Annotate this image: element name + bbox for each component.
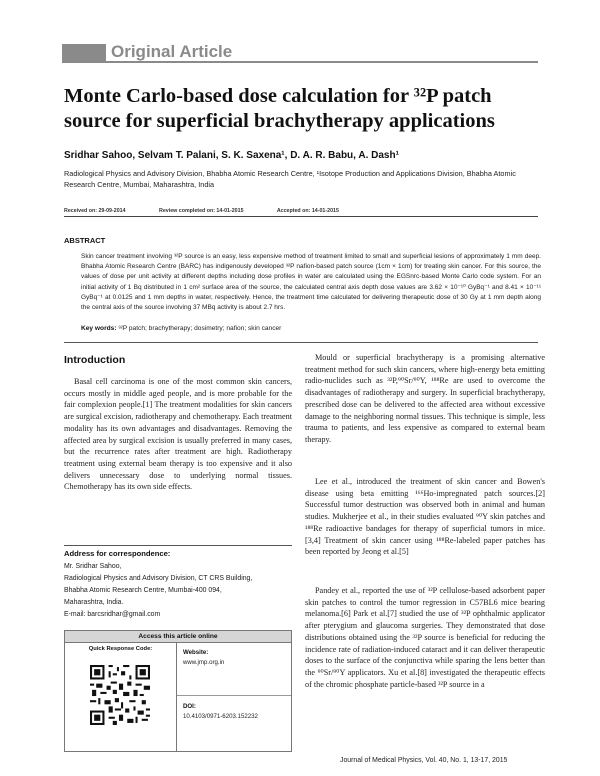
correspondence-line: Mr. Sridhar Sahoo, (64, 563, 122, 570)
journal-citation: Journal of Medical Physics, Vol. 40, No. 1, 13-17, 2015 (340, 757, 508, 764)
qr-code-icon[interactable] (90, 665, 150, 725)
intro-paragraph-2: Mould or superficial brachytherapy is a promising alternative treatment method for such skin cancers, where high-energy beta emitting radio-nuclides such as ³²P,⁹⁰Sr/⁹⁰Y, ¹⁸⁸Re are used to overcome the disadvantages of radiotherapy and surgery. In superficial brachytherapy, prescribed dose can be delivered to the affected area without excessive damage to the neighboring normal tissues. This technique is simple, less trauma to patients, and less expensive as compared to external beam therapy. (305, 353, 545, 444)
correspondence-line: Radiological Physics and Advisory Division, CT CRS Building, (64, 574, 253, 582)
keywords-label: Key words: (81, 325, 117, 332)
website-link[interactable]: www.jmp.org.in (183, 659, 225, 666)
correspondence-address (64, 561, 292, 621)
qr-label: Quick Response Code: (88, 646, 153, 652)
review-date: Review completed on: 14-01-2015 (159, 208, 244, 214)
accepted-date: Accepted on: 14-01-2015 (276, 208, 339, 214)
introduction-heading: Introduction (64, 354, 126, 366)
article-dates (64, 208, 540, 214)
keywords-list: ³²P patch; brachytherapy; dosimetry; nafion; skin cancer (118, 325, 282, 332)
section-label: Original Article (111, 42, 233, 61)
received-date: Received on: 29-09-2014 (64, 208, 126, 214)
keywords (81, 325, 541, 332)
affiliation: Radiological Physics and Advisory Division, Bhabha Atomic Research Centre, ¹Isotope Production and Applications Division, Bhabha Atomic Research Centre, Mumbai, Maharashtra, India (64, 169, 516, 189)
article-title: Monte Carlo-based dose calculation for ³²P patch source for superficial brachytherapy applications (64, 85, 495, 132)
access-info (177, 643, 291, 751)
author-list: Sridhar Sahoo, Selvam T. Palani, S. K. Saxena¹, D. A. R. Babu, A. Dash¹ (64, 150, 399, 161)
intro-paragraph-1: Basal cell carcinoma is one of the most common skin cancers, occurs mostly in middle aged people, and is more probable for the fair complexion people.[1] The treatment modalities for skin cancers are surgical excision, radiotherapy and chemotherapy. Each treatment modality has its own advantages and disadvantages. Removing the affected area by surgical excision is usually preferred in many cases, but the recurrence rates after treatment are high. Radiotherapy treatment using external beam therapy is too expensive and it also delivers unnecessary dose to underlying normal tissues. Chemotherapy has its own side effects. (64, 377, 292, 492)
correspondence-line: Maharashtra, India. (64, 598, 124, 606)
correspondence-line: Bhabha Atomic Research Centre, Mumbai-400 094, (64, 586, 222, 594)
qr-cell (65, 643, 177, 751)
intro-paragraph-4: Pandey et al., reported the use of ³²P cellulose-based adsorbent paper skin patches to control the tumor regression in C57BL6 mice bearing melanoma.[6] Park et al.[7] studied the use of ³²P ophthalmic applicator after pterygium and glaucoma surgeries. They demonstrated that dose distributions obtained using the ³²P source is beneficial for reducing the incidence rate of radiation-induced cataract and it can deliver therapeutic doses to the surface of the conjunctiva while sparing the lens better than the ⁹⁰Sr/⁹⁰Y applicators. Xu et al.[8] investigated the therapeutic effects of the chromic phosphate particle-based ³²P source in a (305, 586, 545, 689)
header-accent-bar (62, 44, 106, 62)
access-heading: Access this article online (65, 631, 291, 643)
correspondence-divider (64, 545, 292, 546)
doi-value[interactable]: 10.4103/0971-6203.152232 (183, 713, 258, 720)
website-label: Website: (183, 649, 209, 656)
abstract-divider (64, 342, 538, 343)
abstract-heading: ABSTRACT (64, 236, 106, 245)
correspondence-heading: Address for correspondence: (64, 549, 171, 558)
dates-divider (64, 216, 538, 217)
intro-paragraph-3: Lee et al., introduced the treatment of skin cancer and Bowen's disease using beta emitting ¹⁶⁶Ho-impregnated patch sources.[2] Successful tumor destruction was observed both in animal and human studies. Mukherjee et al., in their studies evaluated ⁹⁰Y skin patches and ¹⁸⁸Re radioactive bandages for therapy of superficial tumors in mice.[3,4] Treatment of skin cancer using ¹⁸⁸Re-labeled paper patches has been reported by Jeong et al.[5] (305, 477, 545, 557)
doi-label: DOI: (183, 703, 196, 710)
correspondence-email[interactable]: E-mail: barcsridhar@gmail.com (64, 610, 161, 618)
header-rule (62, 61, 538, 63)
access-divider (177, 695, 291, 696)
access-online-box (64, 630, 292, 752)
abstract-text: Skin cancer treatment involving ³²P source is an easy, less expensive method of treatment limited to small and superficial lesions of approximately 1 mm deep. Bhabha Atomic Research Centre (BARC) has indigenously developed ³²P nafion-based patch source (1cm × 1cm) for treating skin cancer. For this source, the values of dose per unit activity at different depths including dose profiles in water are calculated using the EGSnrc-based Monte Carlo code system. For an initial activity of 1 Bq distributed in 1 cm² surface area of the source, the calculated central axis depth dose values are 3.62 × 10⁻¹⁰ GyBq⁻¹ and 8.41 × 10⁻¹¹ GyBq⁻¹ at 0.0125 and 1 mm depths in water, respectively. Hence, the treatment time calculated for delivering therapeutic dose of 30 Gy at 1 mm depth along the central axis of the source involving 37 MBq activity is about 2.7 hrs. (81, 253, 541, 312)
